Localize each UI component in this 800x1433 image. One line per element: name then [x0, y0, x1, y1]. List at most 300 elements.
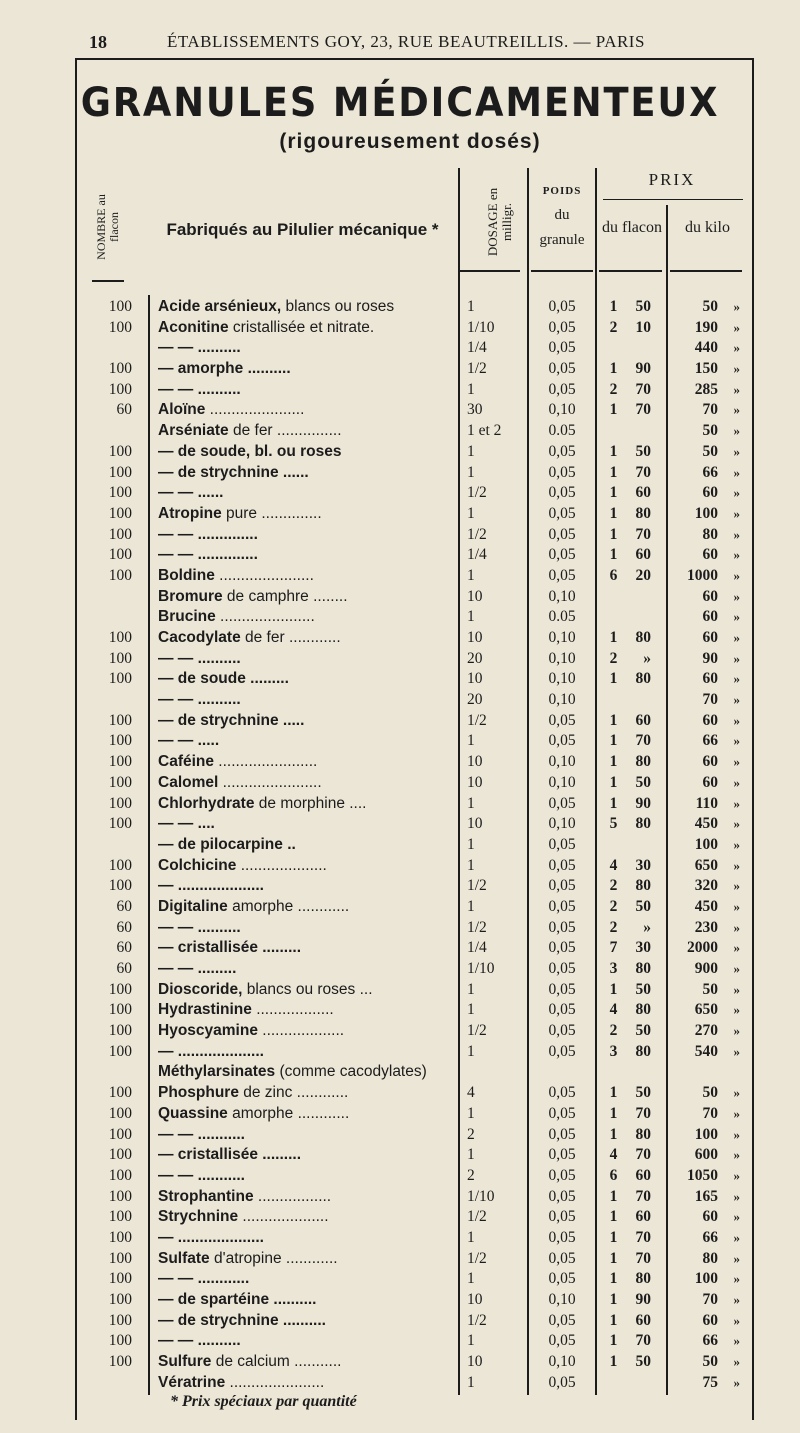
- row-price-flacon: [606, 1290, 666, 1311]
- price-centimes: 50: [635, 298, 651, 315]
- row-weight: 0.05: [548, 422, 576, 440]
- table-row: [0, 1104, 800, 1125]
- row-product: [158, 318, 456, 339]
- row-count: 100: [108, 980, 132, 998]
- row-count: 100: [108, 525, 132, 543]
- product-description: — de spartéine ..........: [158, 1291, 317, 1308]
- row-price-flacon: [606, 297, 666, 318]
- price-centimes: 50: [635, 1353, 651, 1371]
- kilo-value: 70: [702, 691, 718, 709]
- table-row: [0, 752, 800, 773]
- row-weight: 0,05: [548, 442, 576, 460]
- row-price-flacon: [606, 1331, 666, 1352]
- header-kilo: du kilo: [685, 219, 730, 236]
- kilo-value: 66: [702, 1228, 718, 1246]
- row-weight: 0,10: [548, 401, 576, 419]
- kilo-value: 540: [694, 1042, 718, 1060]
- row-product: [158, 1373, 456, 1394]
- kilo-value: 165: [694, 1187, 718, 1205]
- kilo-value: 66: [702, 732, 718, 750]
- row-price-flacon: [606, 1145, 666, 1166]
- row-weight: 0,05: [548, 484, 576, 502]
- product-name: Hydrastinine: [158, 1001, 252, 1019]
- row-product: [158, 1207, 456, 1228]
- kilo-value: 150: [694, 360, 718, 378]
- franc-mark: »: [733, 1023, 740, 1039]
- price-francs: 7: [609, 939, 618, 957]
- product-description: — — ..............: [158, 546, 258, 564]
- price-francs: 1: [609, 980, 618, 998]
- franc-mark: »: [733, 692, 740, 708]
- product-name: Acide arsénieux,: [158, 298, 282, 315]
- franc-mark: »: [733, 836, 740, 852]
- price-francs: 1: [609, 1187, 618, 1205]
- row-price-flacon: [606, 400, 666, 421]
- row-dosage: 1: [467, 1270, 475, 1288]
- kilo-value: 60: [702, 670, 718, 688]
- row-weight: 0,10: [548, 649, 576, 667]
- kilo-value: 50: [702, 298, 718, 315]
- franc-mark: »: [733, 402, 740, 418]
- row-count: 100: [108, 1146, 132, 1164]
- row-price-kilo: [670, 463, 745, 484]
- row-price-kilo: [670, 1000, 745, 1021]
- franc-mark: »: [733, 1209, 740, 1225]
- table-row: [0, 1062, 800, 1083]
- row-count: 100: [108, 773, 132, 791]
- row-count: 100: [108, 298, 132, 315]
- table-row: [0, 959, 800, 980]
- row-weight: 0,10: [548, 815, 576, 833]
- row-count: 100: [108, 1291, 132, 1308]
- row-product: [158, 463, 456, 484]
- product-description: — de pilocarpine ..: [158, 835, 296, 853]
- row-price-flacon: [606, 752, 666, 773]
- footnote: * Prix spéciaux par quantité: [170, 1393, 357, 1410]
- header-flacon: du flacon: [602, 219, 662, 236]
- row-price-kilo: [670, 504, 745, 525]
- table-row: [0, 1207, 800, 1228]
- row-dosage: 1/2: [467, 877, 487, 895]
- row-count: 100: [108, 1311, 132, 1329]
- row-product: [158, 794, 456, 815]
- row-price-flacon: [606, 421, 666, 442]
- table-row: [0, 359, 800, 380]
- row-dosage: 1/10: [467, 318, 495, 336]
- price-centimes: 50: [635, 980, 651, 998]
- table-row: [0, 1373, 800, 1394]
- product-description: — — ......: [158, 484, 224, 502]
- row-weight: 0,05: [548, 711, 576, 729]
- table-row: [0, 711, 800, 732]
- row-weight: 0,05: [548, 318, 576, 336]
- table-row: [0, 628, 800, 649]
- row-product: [158, 980, 456, 1001]
- product-description: de morphine ....: [254, 794, 367, 812]
- price-francs: 1: [609, 794, 618, 812]
- franc-mark: »: [733, 505, 740, 521]
- franc-mark: »: [733, 319, 740, 335]
- kilo-value: 60: [702, 753, 718, 771]
- kilo-value: 600: [694, 1146, 718, 1164]
- row-weight: 0,05: [548, 1187, 576, 1205]
- kilo-value: 66: [702, 463, 718, 481]
- row-price-kilo: [670, 1207, 745, 1228]
- table-row: [0, 1311, 800, 1332]
- row-dosage: 10: [467, 629, 483, 646]
- row-price-flacon: [606, 463, 666, 484]
- product-description: — — ..............: [158, 525, 258, 543]
- row-dosage: 1/4: [467, 939, 487, 957]
- row-count: 100: [108, 794, 132, 812]
- price-centimes: 60: [635, 1208, 651, 1226]
- franc-mark: »: [733, 774, 740, 790]
- row-product: [158, 938, 456, 959]
- price-table: [0, 297, 800, 1393]
- price-centimes: 70: [635, 463, 651, 481]
- row-dosage: 1: [467, 608, 475, 626]
- price-francs: 3: [609, 960, 618, 977]
- row-product: [158, 400, 456, 421]
- row-count: 60: [116, 918, 132, 936]
- franc-mark: »: [733, 1333, 740, 1349]
- product-name: Vératrine: [158, 1373, 226, 1391]
- row-weight: 0,05: [548, 1125, 576, 1143]
- row-weight: 0,10: [548, 691, 576, 709]
- price-centimes: 80: [635, 753, 651, 771]
- price-centimes: 60: [635, 1311, 651, 1329]
- table-row: [0, 794, 800, 815]
- row-price-flacon: [606, 711, 666, 732]
- product-description: — ....................: [158, 1042, 264, 1060]
- price-francs: 6: [609, 1166, 618, 1184]
- franc-mark: »: [733, 299, 740, 314]
- row-price-kilo: [670, 814, 745, 835]
- row-product: [158, 1021, 456, 1042]
- price-centimes: 70: [635, 1249, 651, 1267]
- page-subtitle: (rigoureusement dosés): [279, 130, 541, 153]
- row-count: 100: [108, 566, 132, 584]
- row-price-kilo: [670, 669, 745, 690]
- row-weight: 0,10: [548, 587, 576, 605]
- row-price-flacon: [606, 1228, 666, 1249]
- price-centimes: 70: [635, 1104, 651, 1122]
- row-price-kilo: [670, 566, 745, 587]
- row-weight: 0,05: [548, 856, 576, 874]
- product-description: de camphre ........: [222, 587, 348, 605]
- row-dosage: 10: [467, 753, 483, 771]
- price-francs: 1: [609, 1228, 618, 1246]
- row-dosage: 1/2: [467, 360, 487, 378]
- row-price-kilo: [670, 1352, 745, 1373]
- kilo-value: 60: [702, 608, 718, 626]
- row-price-flacon: [606, 690, 666, 711]
- row-dosage: 4: [467, 1084, 475, 1102]
- table-row: [0, 1187, 800, 1208]
- table-row: [0, 1021, 800, 1042]
- row-price-kilo: [670, 1311, 745, 1332]
- row-dosage: 1: [467, 732, 475, 750]
- row-price-kilo: [670, 876, 745, 897]
- row-price-flacon: [606, 980, 666, 1001]
- row-dosage: 1/2: [467, 484, 487, 502]
- row-price-kilo: [670, 400, 745, 421]
- franc-mark: »: [733, 588, 740, 604]
- row-count: 100: [108, 360, 132, 378]
- kilo-value: 50: [702, 442, 718, 460]
- row-weight: 0,05: [548, 1001, 576, 1019]
- row-dosage: 10: [467, 773, 483, 791]
- row-weight: 0,05: [548, 1022, 576, 1040]
- row-price-flacon: [606, 566, 666, 587]
- franc-mark: »: [733, 1188, 740, 1204]
- header-count: [88, 176, 128, 282]
- row-price-flacon: [606, 1042, 666, 1063]
- table-row: [0, 980, 800, 1001]
- kilo-value: 50: [702, 980, 718, 998]
- row-product: [158, 587, 456, 608]
- price-francs: 6: [609, 566, 618, 584]
- price-francs: 1: [609, 629, 618, 646]
- row-price-flacon: [606, 1083, 666, 1104]
- franc-mark: »: [733, 1043, 740, 1059]
- table-row: [0, 1125, 800, 1146]
- row-dosage: 1: [467, 442, 475, 460]
- row-price-flacon: [606, 1249, 666, 1270]
- product-name: Sulfure: [158, 1353, 212, 1371]
- row-dosage: 1/2: [467, 1311, 487, 1329]
- table-row: [0, 1083, 800, 1104]
- price-centimes: 50: [635, 1084, 651, 1102]
- row-price-flacon: [606, 1311, 666, 1332]
- row-count: 60: [116, 401, 132, 419]
- row-dosage: 1/2: [467, 525, 487, 543]
- franc-mark: »: [733, 733, 740, 749]
- kilo-value: 60: [702, 546, 718, 564]
- row-price-flacon: [606, 1373, 666, 1394]
- row-price-kilo: [670, 1269, 745, 1290]
- row-price-kilo: [670, 1373, 745, 1394]
- row-dosage: 1/4: [467, 339, 487, 357]
- table-row: [0, 380, 800, 401]
- row-price-kilo: [670, 1290, 745, 1311]
- row-product: [158, 918, 456, 939]
- row-weight: 0,05: [548, 298, 576, 315]
- franc-mark: »: [733, 1085, 740, 1101]
- row-weight: 0,05: [548, 1332, 576, 1350]
- price-francs: 4: [609, 1146, 618, 1164]
- price-francs: 2: [609, 918, 618, 936]
- price-centimes: 70: [635, 380, 651, 398]
- row-price-kilo: [670, 1062, 745, 1083]
- franc-mark: »: [733, 1312, 740, 1328]
- row-product: [158, 1290, 456, 1311]
- row-price-flacon: [606, 773, 666, 794]
- kilo-value: 1000: [687, 566, 718, 584]
- product-name: Colchicine: [158, 856, 237, 874]
- row-price-flacon: [606, 442, 666, 463]
- product-name: Arséniate: [158, 422, 229, 440]
- franc-mark: »: [733, 485, 740, 501]
- price-centimes: 30: [635, 939, 651, 957]
- table-row: [0, 690, 800, 711]
- price-centimes: 90: [635, 360, 651, 378]
- row-count: 100: [108, 732, 132, 750]
- row-count: 100: [108, 711, 132, 729]
- kilo-value: 190: [694, 318, 718, 336]
- row-product: [158, 421, 456, 442]
- row-weight: 0,05: [548, 1249, 576, 1267]
- row-count: 100: [108, 753, 132, 771]
- product-name: Boldine: [158, 566, 215, 584]
- row-product: [158, 711, 456, 732]
- table-row: [0, 545, 800, 566]
- row-price-kilo: [670, 545, 745, 566]
- table-row: [0, 483, 800, 504]
- franc-mark: »: [733, 919, 740, 935]
- row-dosage: 1: [467, 794, 475, 812]
- row-weight: 0,05: [548, 339, 576, 357]
- product-description: ......................: [215, 608, 315, 626]
- franc-mark: »: [733, 878, 740, 894]
- row-price-kilo: [670, 938, 745, 959]
- product-description: — de soude, bl. ou roses: [158, 442, 342, 460]
- product-name: Méthylarsinates: [158, 1063, 276, 1081]
- price-centimes: 50: [635, 1022, 651, 1040]
- price-centimes: 60: [635, 1166, 651, 1184]
- table-row: [0, 876, 800, 897]
- row-price-kilo: [670, 587, 745, 608]
- table-row: [0, 442, 800, 463]
- row-count: 100: [108, 1270, 132, 1288]
- table-row: [0, 1290, 800, 1311]
- product-description: — — ....: [158, 815, 215, 833]
- row-weight: 0,05: [548, 1166, 576, 1184]
- row-count: 60: [116, 960, 132, 977]
- kilo-value: 60: [702, 773, 718, 791]
- header-poids-3: granule: [539, 232, 585, 248]
- product-description: ......................: [214, 566, 314, 584]
- row-count: 100: [108, 546, 132, 564]
- row-price-kilo: [670, 773, 745, 794]
- row-product: [158, 1125, 456, 1146]
- page-title: GRANULES MÉDICAMENTEUX: [80, 80, 720, 126]
- row-price-flacon: [606, 483, 666, 504]
- row-price-flacon: [606, 1166, 666, 1187]
- price-francs: 2: [609, 649, 618, 667]
- row-price-kilo: [670, 1042, 745, 1063]
- product-name: Sulfate: [158, 1249, 210, 1267]
- table-row: [0, 525, 800, 546]
- price-centimes: 50: [635, 773, 651, 791]
- header-poids-1: POIDS: [542, 185, 582, 197]
- row-price-flacon: [606, 380, 666, 401]
- kilo-value: 100: [694, 1270, 718, 1288]
- row-dosage: 1/10: [467, 960, 495, 977]
- row-price-flacon: [606, 1104, 666, 1125]
- franc-mark: »: [733, 795, 740, 811]
- row-dosage: 30: [467, 401, 483, 419]
- row-price-kilo: [670, 918, 745, 939]
- product-name: Brucine: [158, 608, 216, 626]
- table-row: [0, 1145, 800, 1166]
- table-row: [0, 1000, 800, 1021]
- row-price-kilo: [670, 1228, 745, 1249]
- row-product: [158, 1104, 456, 1125]
- price-centimes: 80: [635, 877, 651, 895]
- franc-mark: »: [733, 671, 740, 687]
- price-centimes: 90: [635, 1291, 651, 1308]
- row-price-flacon: [606, 814, 666, 835]
- row-dosage: 2: [467, 1125, 475, 1143]
- row-dosage: 1/2: [467, 711, 487, 729]
- row-product: [158, 483, 456, 504]
- franc-mark: »: [733, 609, 740, 625]
- product-description: — — ..........: [158, 339, 241, 357]
- product-description: — amorphe ..........: [158, 360, 291, 378]
- row-weight: 0,05: [548, 525, 576, 543]
- row-dosage: 1/2: [467, 1208, 487, 1226]
- row-count: 100: [108, 318, 132, 336]
- franc-mark: »: [733, 547, 740, 563]
- row-weight: 0,10: [548, 1353, 576, 1371]
- price-francs: 1: [609, 711, 618, 729]
- row-price-flacon: [606, 545, 666, 566]
- product-description: — — ............: [158, 1270, 250, 1288]
- row-count: 100: [108, 1332, 132, 1350]
- row-count: 100: [108, 856, 132, 874]
- product-description: blancs ou roses ...: [242, 980, 373, 998]
- row-product: [158, 773, 456, 794]
- product-description: pure ..............: [221, 504, 322, 522]
- franc-mark: »: [733, 381, 740, 397]
- price-centimes: 70: [635, 525, 651, 543]
- row-dosage: 1: [467, 856, 475, 874]
- price-centimes: 80: [635, 1001, 651, 1019]
- row-price-kilo: [670, 1104, 745, 1125]
- product-description: — — ..........: [158, 691, 241, 709]
- row-dosage: 1 et 2: [467, 422, 502, 440]
- row-weight: 0,05: [548, 897, 576, 915]
- row-product: [158, 338, 456, 359]
- table-row: [0, 338, 800, 359]
- kilo-value: 100: [694, 835, 718, 853]
- row-price-flacon: [606, 669, 666, 690]
- price-centimes: 60: [635, 546, 651, 564]
- row-dosage: 1/4: [467, 546, 487, 564]
- price-francs: 1: [609, 1353, 618, 1371]
- table-row: [0, 649, 800, 670]
- row-dosage: 1: [467, 897, 475, 915]
- franc-mark: »: [733, 567, 740, 583]
- franc-mark: »: [733, 1105, 740, 1121]
- row-dosage: 1: [467, 380, 475, 398]
- row-price-kilo: [670, 607, 745, 628]
- price-francs: 1: [609, 1104, 618, 1122]
- row-product: [158, 566, 456, 587]
- franc-mark: »: [733, 1167, 740, 1183]
- row-weight: 0,10: [548, 1291, 576, 1308]
- row-weight: 0,05: [548, 360, 576, 378]
- product-name: Strophantine: [158, 1187, 254, 1205]
- row-product: [158, 1062, 456, 1083]
- row-weight: 0,05: [548, 877, 576, 895]
- product-name: Atropine: [158, 504, 222, 522]
- product-description: — — .........: [158, 960, 237, 977]
- price-centimes: 70: [635, 1228, 651, 1246]
- franc-mark: »: [733, 340, 740, 356]
- kilo-value: 440: [694, 339, 718, 357]
